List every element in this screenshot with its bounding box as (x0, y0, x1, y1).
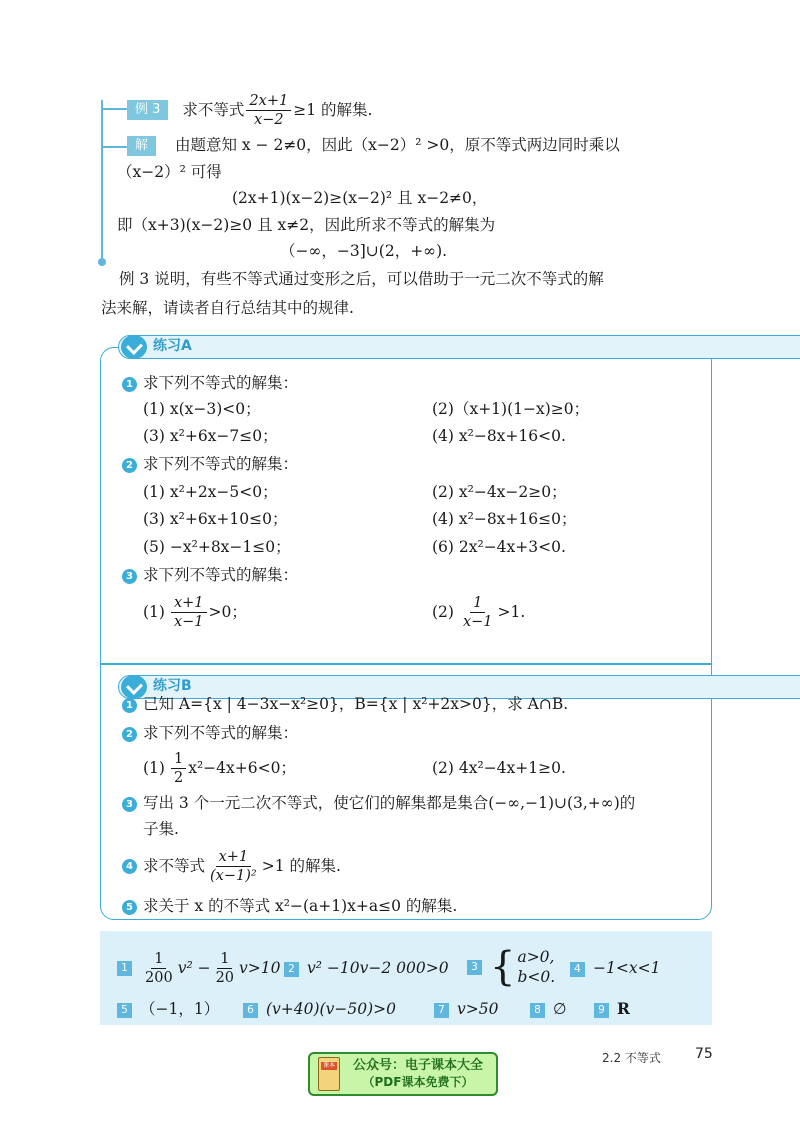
page-number: 75 (695, 1046, 713, 1062)
answer-number: 5 (117, 1003, 132, 1018)
brace-icon: { (490, 944, 516, 990)
answer-4 (570, 957, 660, 979)
answer-tail: v>10 (239, 959, 281, 977)
question-number: 3 (122, 797, 137, 812)
item-label: (2) (432, 603, 454, 621)
solution-line-1 (127, 134, 620, 156)
example-title (127, 90, 372, 130)
answer-9 (594, 998, 630, 1020)
exercise-a-q2-item-5: (5) −x²+8x−1≤0； (143, 538, 291, 556)
example-fraction-den: x−2 (254, 111, 284, 128)
solution-line-3: 即（x+3)(x−2)≥0 且 x≠2，因此所求不等式的解集为 (117, 216, 496, 234)
question-text: 求下列不等式的解集： (143, 566, 299, 584)
example-title-suffix: ≥1 的解集. (293, 101, 373, 119)
answer-system-line-1: a>0, (517, 948, 555, 966)
answer-text: ∅ (553, 1000, 567, 1018)
book-icon-label: 课本 (322, 1062, 335, 1069)
exercise-a-header (118, 335, 800, 359)
fraction-den: 20 (215, 969, 235, 986)
item-tail: >1. (497, 603, 526, 621)
exercise-a-q1-item-1: (1) x(x−3)<0； (143, 400, 261, 418)
answer-text: （−1，1） (140, 1000, 220, 1018)
question-number: 4 (122, 859, 137, 874)
exercise-b-q5 (122, 895, 457, 917)
exercise-b-q1 (122, 693, 568, 715)
exercise-a-q1-item-3: (3) x²+6x−7≤0； (143, 427, 278, 445)
fraction-num: 1 (151, 950, 166, 969)
example-connector-top (101, 108, 127, 110)
exercise-a-q3-item-2 (432, 592, 525, 632)
answer-number: 2 (284, 962, 299, 977)
question-text: 求关于 x 的不等式 x²−(a+1)x+a≤0 的解集. (143, 897, 458, 915)
example-title-prefix: 求不等式 (182, 101, 245, 119)
answer-1 (117, 948, 281, 988)
exercise-b-title: 练习B (153, 678, 192, 694)
question-number: 5 (122, 900, 137, 915)
fraction-num: x+1 (216, 848, 252, 867)
answer-number: 1 (117, 961, 132, 976)
answer-number: 9 (594, 1003, 609, 1018)
exercise-divider (100, 663, 712, 665)
section-label: 2.2 不等式 (602, 1051, 661, 1065)
example-note-1: 例 3 说明，有些不等式通过变形之后，可以借助于一元二次不等式的解 (119, 270, 604, 288)
exercise-a-q2-item-6: (6) 2x²−4x+3<0. (432, 538, 566, 556)
exercise-a-q3-item-1 (143, 592, 247, 632)
answer-7 (434, 998, 498, 1020)
watermark-text (340, 1057, 496, 1091)
fraction-num: 1 (171, 750, 186, 769)
answer-text: (v+40)(v−50)>0 (266, 1000, 396, 1018)
question-text: 已知 A={x | 4−3x−x²≥0}，B={x | x²+2x>0}，求 A∩B. (143, 695, 569, 713)
watermark-line-2: （PDF课本免费下） (362, 1075, 474, 1089)
question-suffix: >1 的解集. (261, 857, 341, 875)
question-number: 3 (122, 569, 137, 584)
answer-3 (467, 943, 555, 991)
question-number: 2 (122, 727, 137, 742)
item-fraction (171, 750, 186, 787)
pencil-check-icon (121, 335, 147, 359)
item-tail: x²−4x+6<0； (188, 759, 296, 777)
solution-equation-2: （−∞，−3]∪(2，+∞). (280, 242, 448, 260)
fraction-num: 1 (470, 594, 485, 613)
answer-number: 3 (467, 960, 482, 975)
answer-number: 6 (243, 1003, 258, 1018)
item-fraction (460, 594, 496, 631)
question-number: 2 (122, 458, 137, 473)
fraction-den: 2 (173, 769, 184, 786)
answer-5 (117, 998, 219, 1020)
question-text: 求下列不等式的解集： (143, 724, 299, 742)
answer-number: 4 (570, 962, 585, 977)
answer-6 (243, 998, 396, 1020)
example-dot-bottom (98, 258, 106, 266)
item-fraction (171, 594, 207, 631)
answer-number: 8 (530, 1003, 545, 1018)
item-label: (1) (143, 759, 165, 777)
answer-text: −1<x<1 (593, 959, 661, 977)
question-text: 求下列不等式的解集： (143, 455, 299, 473)
fraction-num: 1 (217, 950, 232, 969)
answer-mid: v² − (177, 959, 211, 977)
answer-2 (284, 957, 449, 979)
exercise-a-q3 (122, 564, 298, 586)
fraction-den: 200 (145, 969, 173, 986)
item-tail: >0； (208, 603, 247, 621)
solution-equation-1: (2x+1)(x−2)≥(x−2)² 且 x−2≠0， (232, 189, 488, 207)
exercise-a-title: 练习A (153, 338, 192, 354)
exercise-a-q2-item-4: (4) x²−8x+16≤0； (432, 510, 577, 528)
fraction-num: x+1 (171, 594, 207, 613)
book-icon (318, 1057, 340, 1091)
example-connector-sol (101, 146, 127, 148)
example-note-2: 法来解，请读者自行总结其中的规律. (101, 299, 354, 317)
solution-text-1: 由题意知 x − 2≠0，因此（x−2）² >0，原不等式两边同时乘以 (174, 136, 620, 154)
answer-text: R (617, 999, 630, 1018)
solution-tag: 解 (127, 136, 156, 156)
watermark-line-1: 公众号：电子课本大全 (352, 1058, 483, 1073)
example-fraction-num: 2x+1 (246, 92, 291, 111)
answer-text: v>50 (457, 1000, 499, 1018)
exercise-a-q1 (122, 372, 298, 394)
exercise-a-q1-item-4: (4) x²−8x+16<0. (432, 427, 566, 445)
watermark-banner (308, 1052, 498, 1096)
exercise-a-q2-item-1: (1) x²+2x−5<0； (143, 483, 278, 501)
exercise-a-q2 (122, 453, 298, 475)
question-number: 1 (122, 698, 137, 713)
exercise-b-q4 (122, 846, 341, 886)
answer-8 (530, 998, 567, 1020)
question-text: 求下列不等式的解集： (143, 374, 299, 392)
example-left-rule (101, 100, 103, 262)
answer-fraction-1 (142, 950, 176, 987)
exercise-b-q3 (122, 792, 635, 814)
exercise-a-q2-item-2: (2) x²−4x−2≥0； (432, 483, 567, 501)
fraction-den: x−1 (173, 613, 204, 630)
example-fraction (246, 92, 291, 129)
example-tag: 例 3 (127, 100, 168, 120)
answer-number: 7 (434, 1003, 449, 1018)
question-number: 1 (122, 377, 137, 392)
answer-text: v² −10v−2 000>0 (307, 959, 449, 977)
exercise-b-q3-line-2: 子集. (143, 820, 179, 838)
question-prefix: 求不等式 (143, 857, 206, 875)
exercise-a-q1-item-2: (2)（x+1)(1−x)≥0； (432, 400, 590, 418)
answer-system-line-2: b<0. (517, 968, 556, 986)
solution-line-2: （x−2）² 可得 (117, 163, 222, 181)
question-fraction (207, 848, 260, 885)
exercise-b-q2-item-1 (143, 748, 296, 788)
item-label: (1) (143, 603, 165, 621)
answer-fraction-2 (213, 950, 237, 987)
fraction-den: (x−1)² (210, 867, 257, 884)
question-text: 写出 3 个一元二次不等式，使它们的解集都是集合(−∞,−1)∪(3,+∞)的 (143, 794, 636, 812)
exercise-b-q2-item-2: (2) 4x²−4x+1≥0. (432, 759, 566, 777)
fraction-den: x−1 (462, 613, 493, 630)
exercise-b-q2 (122, 722, 298, 744)
exercise-a-q2-item-3: (3) x²+6x+10≤0； (143, 510, 288, 528)
answer-system (517, 947, 555, 987)
